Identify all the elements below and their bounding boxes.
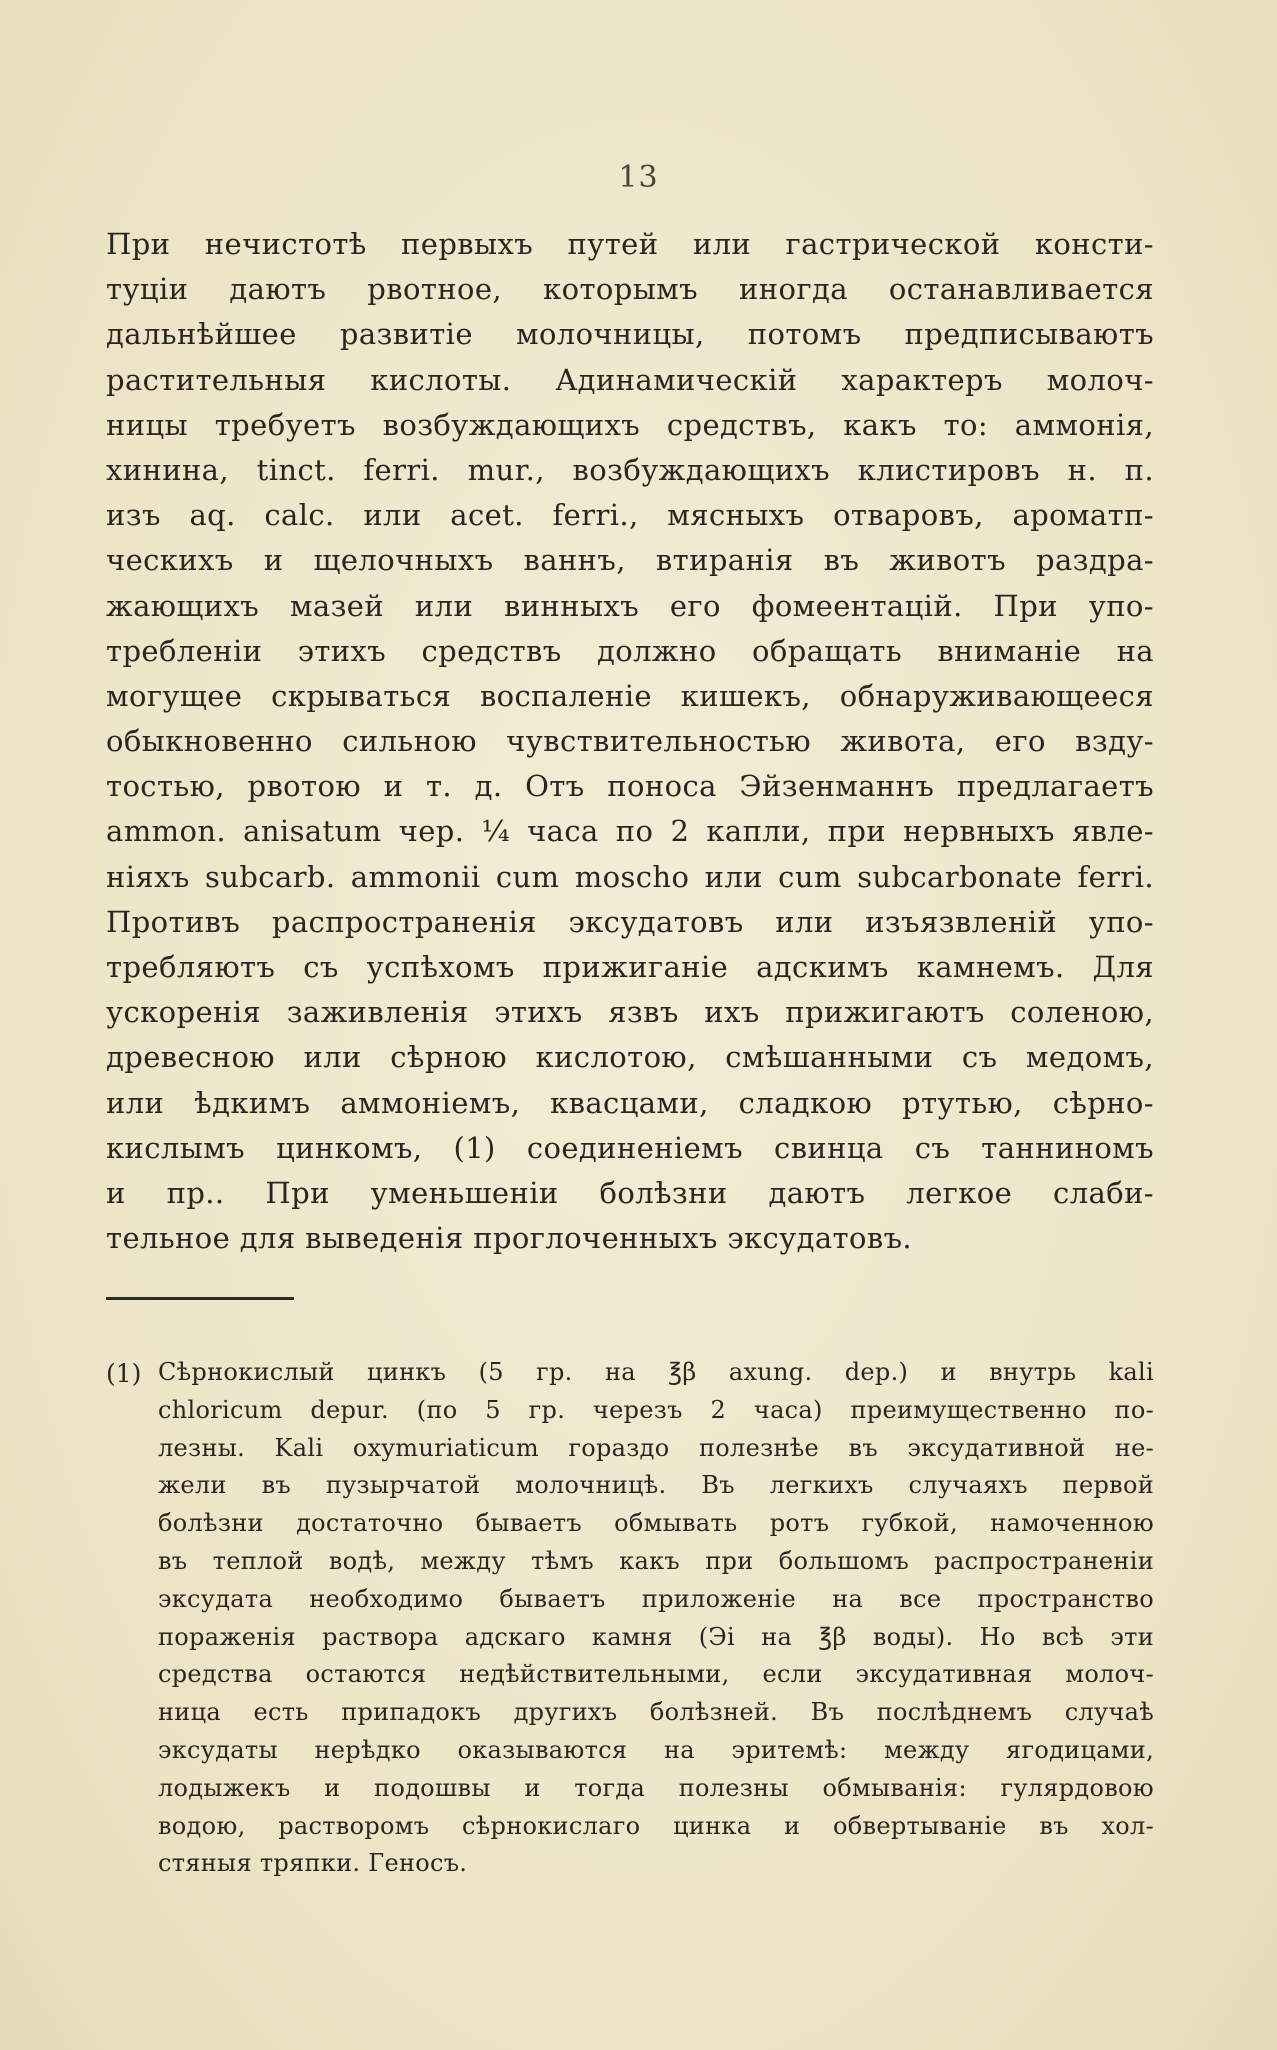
text-line: древесною или сѣрною кислотою, смѣшанными съ медомъ, xyxy=(106,1040,1154,1075)
text-line: изъ aq. calc. или acet. ferri., мясныхъ отваровъ, ароматп- xyxy=(106,498,1154,533)
text-line: или ѣдкимъ аммоніемъ, квасцами, сладкою ртутью, сѣрно- xyxy=(106,1085,1154,1120)
footnote-line: въ теплой водѣ, между тѣмъ какъ при большомъ распространеніи xyxy=(158,1546,1154,1575)
text-line: могущее скрываться воспаленіе кишекъ, обнаруживающееся xyxy=(106,678,1154,713)
text-line: ницы требуетъ возбуждающихъ средствъ, какъ то: аммонія, xyxy=(106,407,1154,442)
text-line: ускоренія заживленія этихъ язвъ ихъ прижигаютъ соленою, xyxy=(106,995,1154,1030)
text-line: ческихъ и щелочныхъ ваннъ, втиранія въ животъ раздра- xyxy=(106,543,1154,578)
text-line: туціи даютъ рвотное, которымъ иногда останавливается xyxy=(106,272,1154,307)
footnote-line: эксудата необходимо бываетъ приложеніе на все пространство xyxy=(158,1584,1154,1613)
text-line: Противъ распространенія эксудатовъ или изъязвленій упо- xyxy=(106,904,1154,939)
text-line: дальнѣйшее развитіе молочницы, потомъ предписываютъ xyxy=(106,317,1154,352)
text-line: требляютъ съ успѣхомъ прижиганіе адскимъ камнемъ. Для xyxy=(106,950,1154,984)
footnote-line: болѣзни достаточно бываетъ обмывать ротъ губкой, намоченною xyxy=(158,1509,1154,1538)
footnote-line: Сѣрнокислый цинкъ (5 гр. на ℥β axung. dep.) и внутрь kali xyxy=(158,1358,1154,1386)
footnote-line: пораженія раствора адскаго камня (Эі на ℥β воды). Но всѣ эти xyxy=(158,1622,1154,1651)
text-line: ніяхъ subcarb. ammonii cum moscho или cum subcarbonate ferri. xyxy=(106,859,1154,894)
text-line: требленіи этихъ средствъ должно обращать вниманіе на xyxy=(106,633,1154,668)
footnote-line: chloricum depur. (по 5 гр. черезъ 2 часа) преимущественно по- xyxy=(158,1395,1154,1424)
page-number: 13 xyxy=(618,160,659,195)
text-line: тельное для выведенія проглоченныхъ эксудатовъ. xyxy=(106,1221,913,1256)
text-line: обыкновенно сильною чувствительностью живота, его взду- xyxy=(106,724,1154,759)
text-line: растительныя кислоты. Адинамическій характеръ молоч- xyxy=(106,362,1154,397)
text-line: кислымъ цинкомъ, (1) соединеніемъ свинца съ танниномъ xyxy=(106,1130,1154,1165)
footnote-line: жели въ пузырчатой молочницѣ. Въ легкихъ случаяхъ первой xyxy=(158,1471,1154,1500)
footnote-body xyxy=(158,1354,1154,1883)
footnote-line: лезны. Kali oxymuriaticum гораздо полезнѣе въ эксудативной не- xyxy=(158,1433,1154,1462)
footnote-line: средства остаются недѣйствительными, если эксудативная молоч- xyxy=(158,1660,1154,1689)
footnote-separator xyxy=(106,1297,294,1300)
text-line: жающихъ мазей или винныхъ его фомеентацій. При упо- xyxy=(106,588,1154,623)
footnote-line: ница есть припадокъ другихъ болѣзней. Въ послѣднемъ случаѣ xyxy=(158,1698,1154,1727)
text-line: хинина, tinct. ferri. mur., возбуждающихъ клистировъ н. п. xyxy=(106,452,1154,487)
footnote-line: лодыжекъ и подошвы и тогда полезны обмыванія: гулярдовою xyxy=(158,1773,1154,1802)
main-text-block xyxy=(106,222,1154,1261)
text-line: и пр.. При уменьшеніи болѣзни даютъ легкое слаби- xyxy=(106,1175,1154,1210)
footnote-line: водою, растворомъ сѣрнокислаго цинка и обвертываніе въ хол- xyxy=(158,1811,1154,1840)
text-line: тостью, рвотою и т. д. Отъ поноса Эйзенманнъ предлагаетъ xyxy=(106,769,1154,804)
text-line: При нечистотѣ первыхъ путей или гастрической консти- xyxy=(106,227,1154,261)
footnote-line: стяныя тряпки. Геносъ. xyxy=(158,1849,468,1878)
footnote-line: эксудаты нерѣдко оказываются на эритемѣ: между ягодицами, xyxy=(158,1735,1154,1764)
footnote-marker: (1) xyxy=(106,1359,142,1388)
text-line: ammon. anisatum чер. ¼ часа по 2 капли, при нервныхъ явле- xyxy=(106,814,1154,849)
